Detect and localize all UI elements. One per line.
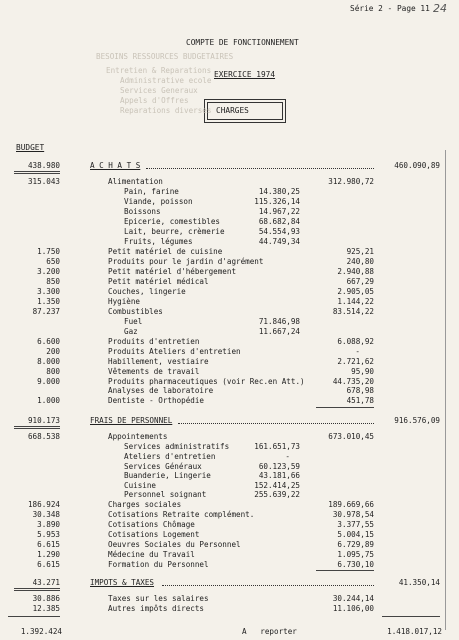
row-label: Ateliers d'entretien <box>124 452 216 461</box>
budget-value: 6.600 <box>37 337 60 346</box>
row-label: Cotisations Retraite complément. <box>108 510 255 519</box>
row-label: Combustibles <box>108 307 163 316</box>
row-label: Cotisations Chômage <box>108 520 195 529</box>
row-subtotal: - <box>355 347 360 356</box>
row-subtotal: 678,98 <box>346 386 374 395</box>
row-subtotal: 451,78 <box>346 396 374 405</box>
budget-reporter: 1.392.424 <box>20 627 62 636</box>
budget-achats: 438.980 <box>27 161 60 170</box>
row-value: 11.667,24 <box>258 327 300 336</box>
leader-dots <box>146 168 374 169</box>
row-label: Oeuvres Sociales du Personnel <box>108 540 241 549</box>
row-subtotal: 1.095,75 <box>337 550 374 559</box>
row-subtotal: 30.978,54 <box>332 510 374 519</box>
row-label: Cuisine <box>124 481 157 490</box>
budget-value: 1.350 <box>37 297 60 306</box>
row-label: Vêtements de travail <box>108 367 200 376</box>
row-value: 44.749,34 <box>258 237 300 246</box>
row-label: Analyses de laboratoire <box>108 386 214 395</box>
row-subtotal: 667,29 <box>346 277 374 286</box>
budget-value: 30.886 <box>32 594 60 603</box>
row-label: Lait, beurre, crèmerie <box>124 227 225 236</box>
budget-value: 3.200 <box>37 267 60 276</box>
row-label: Gaz <box>124 327 138 336</box>
ghost-text: Appels d'Offres <box>120 96 189 105</box>
budget-double-rule <box>14 588 60 591</box>
budget-value: 200 <box>46 347 60 356</box>
row-label: Alimentation <box>108 177 163 186</box>
handwritten-page-number: 24 <box>433 2 447 15</box>
row-subtotal: 6.730,10 <box>337 560 374 569</box>
row-subtotal: 1.144,22 <box>337 297 374 306</box>
row-label: Couches, lingerie <box>108 287 186 296</box>
row-label: Produits d'entretien <box>108 337 200 346</box>
row-subtotal: 189.669,66 <box>328 500 374 509</box>
row-value: - <box>285 452 290 461</box>
row-subtotal: 240,80 <box>346 257 374 266</box>
row-label: Produits Ateliers d'entretien <box>108 347 241 356</box>
row-label: Dentiste - Orthopédie <box>108 396 205 405</box>
subtotal-rule <box>316 570 374 571</box>
budget-alimentation: 315.043 <box>27 177 60 186</box>
row-subtotal: 30.244,14 <box>332 594 374 603</box>
budget-value: 8.000 <box>37 357 60 366</box>
leader-dots <box>162 585 374 586</box>
row-label: Cotisations Logement <box>108 530 200 539</box>
row-label: Hygiène <box>108 297 141 306</box>
budget-frais: 910.173 <box>27 416 60 425</box>
row-subtotal: 5.004,15 <box>337 530 374 539</box>
row-label: Epicerie, comestibles <box>124 217 221 226</box>
row-value: 43.181,66 <box>258 471 300 480</box>
budget-value: 1.290 <box>37 550 60 559</box>
achats-heading: A C H A T S <box>90 161 141 170</box>
budget-value: 6.615 <box>37 540 60 549</box>
row-value: 14.967,22 <box>258 207 300 216</box>
row-label: Médecine du Travail <box>108 550 195 559</box>
row-label: Pain, farine <box>124 187 179 196</box>
row-label: Boissons <box>124 207 161 216</box>
row-label: Produits pharmaceutiques (voir Rec.en Att.) <box>108 377 305 386</box>
row-label: Personnel soignant <box>124 490 207 499</box>
frais-total: 916.576,09 <box>394 416 440 425</box>
row-label: Petit matériel de cuisine <box>108 247 223 256</box>
budget-value: 12.385 <box>32 604 60 613</box>
budget-value: 9.000 <box>37 377 60 386</box>
row-label: Buanderie, Lingerie <box>124 471 211 480</box>
budget-value: 800 <box>46 367 60 376</box>
impots-total: 41.350,14 <box>398 578 440 587</box>
row-subtotal: 3.377,55 <box>337 520 374 529</box>
series-page-label: Série 2 - Page 11 <box>350 4 430 13</box>
row-subtotal: 2.721,62 <box>337 357 374 366</box>
row-subtotal: 673.010,45 <box>328 432 374 441</box>
budget-value: 668.538 <box>27 432 60 441</box>
frais-heading: FRAIS DE PERSONNEL <box>90 416 173 425</box>
subtotal-rule <box>316 407 374 408</box>
a-reporter-label: A reporter <box>242 627 297 636</box>
budget-value: 1.000 <box>37 396 60 405</box>
row-subtotal: 11.106,00 <box>332 604 374 613</box>
row-label: Autres impôts directs <box>108 604 205 613</box>
row-label: Formation du Personnel <box>108 560 209 569</box>
row-subtotal: 312.980,72 <box>328 177 374 186</box>
row-value: 68.682,84 <box>258 217 300 226</box>
exercice-label: EXERCICE 1974 <box>214 70 276 79</box>
row-label: Fuel <box>124 317 143 326</box>
row-subtotal: 6.088,92 <box>337 337 374 346</box>
a-reporter-total: 1.418.017,12 <box>387 627 442 636</box>
budget-double-rule <box>14 426 60 429</box>
row-subtotal: 6.729,89 <box>337 540 374 549</box>
row-label: Charges sociales <box>108 500 182 509</box>
row-subtotal: 44.735,20 <box>332 377 374 386</box>
budget-value: 3.890 <box>37 520 60 529</box>
row-label: Services Généraux <box>124 462 202 471</box>
row-subtotal: 2.905,05 <box>337 287 374 296</box>
ghost-text: Services Generaux <box>120 86 198 95</box>
budget-value: 30.348 <box>32 510 60 519</box>
row-value: 60.123,59 <box>258 462 300 471</box>
document-title: COMPTE DE FONCTIONNEMENT <box>186 38 299 47</box>
row-value: 71.846,98 <box>258 317 300 326</box>
budget-value: 3.300 <box>37 287 60 296</box>
budget-value: 5.953 <box>37 530 60 539</box>
row-value: 161.651,73 <box>254 442 300 451</box>
budget-impots: 43.271 <box>32 578 60 587</box>
ghost-text: BESOINS RESSOURCES BUDGETAIRES <box>96 52 234 61</box>
row-subtotal: 95,90 <box>351 367 374 376</box>
row-subtotal: 83.514,22 <box>332 307 374 316</box>
budget-value: 850 <box>46 277 60 286</box>
right-margin-rule <box>445 150 446 630</box>
budget-value: 87.237 <box>32 307 60 316</box>
budget-value: 6.615 <box>37 560 60 569</box>
ghost-text: Administrative ecole <box>120 76 212 85</box>
impots-heading: IMPOTS & TAXES <box>90 578 155 587</box>
row-label: Viande, poisson <box>124 197 193 206</box>
row-label: Fruits, légumes <box>124 237 193 246</box>
budget-double-rule <box>14 171 60 174</box>
budget-value: 650 <box>46 257 60 266</box>
ghost-text: Entretien & Reparations <box>106 66 212 75</box>
ghost-text: Reparations diverses <box>120 106 212 115</box>
row-value: 14.380,25 <box>258 187 300 196</box>
row-subtotal: 925,21 <box>346 247 374 256</box>
section-title: CHARGES <box>216 106 249 115</box>
row-label: Habillement, vestiaire <box>108 357 209 366</box>
row-value: 54.554,93 <box>258 227 300 236</box>
leader-dots <box>178 423 374 424</box>
row-label: Appointements <box>108 432 168 441</box>
row-value: 152.414,25 <box>254 481 300 490</box>
row-value: 255.639,22 <box>254 490 300 499</box>
total-rule <box>382 616 440 617</box>
row-label: Produits pour le jardin d'agrément <box>108 257 264 266</box>
row-label: Petit matériel d'hébergement <box>108 267 237 276</box>
budget-value: 1.750 <box>37 247 60 256</box>
achats-total: 460.090,89 <box>394 161 440 170</box>
row-label: Petit matériel médical <box>108 277 209 286</box>
budget-total-rule <box>8 616 60 617</box>
row-value: 115.326,14 <box>254 197 300 206</box>
row-label: Services administratifs <box>124 442 230 451</box>
budget-label: BUDGET <box>16 143 45 152</box>
row-subtotal: 2.940,88 <box>337 267 374 276</box>
row-label: Taxes sur les salaires <box>108 594 209 603</box>
budget-value: 186.924 <box>27 500 60 509</box>
